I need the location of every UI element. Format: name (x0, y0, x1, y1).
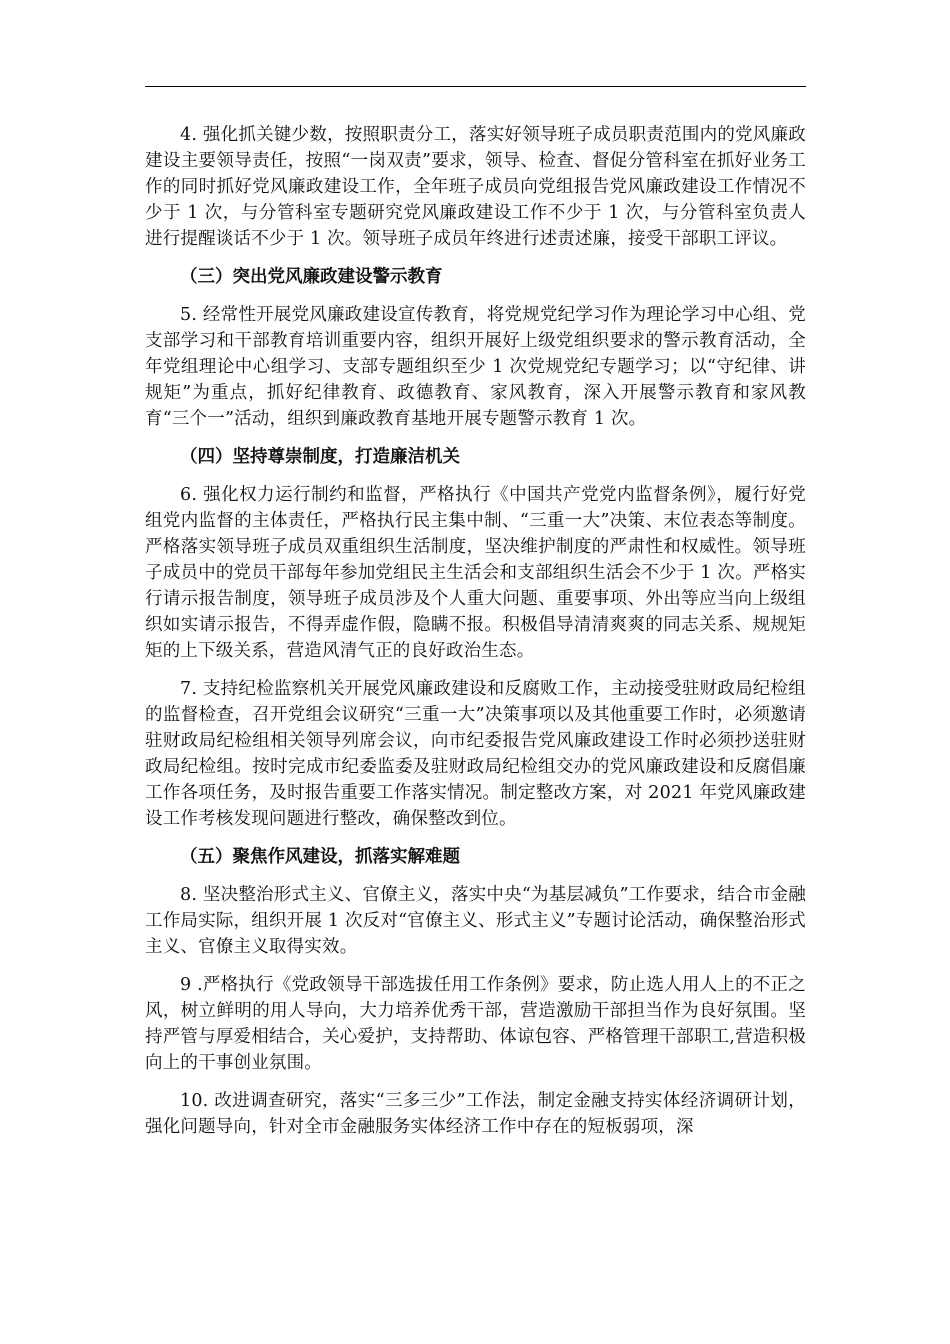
section-heading-4: （四）坚持尊崇制度，打造廉洁机关 (180, 447, 460, 467)
section-heading-3: （三）突出党风廉政建设警示教育 (180, 267, 443, 287)
paragraph-8: 8. 坚决整治形式主义、官僚主义，落实中央“为基层减负”工作要求，结合市金融工作局实际，组织开展 1 次反对“官僚主义、形式主义”专题讨论活动，确保整治形式主义、官僚主义取得实效。 (145, 885, 806, 957)
paragraph-10: 10. 改进调查研究，落实“三多三少”工作法，制定金融支持实体经济调研计划，强化问题导向，针对全市金融服务实体经济工作中存在的短板弱项，深 (145, 1091, 806, 1137)
section-heading-5: （五）聚焦作风建设，抓落实解难题 (180, 847, 460, 867)
paragraph-6: 6. 强化权力运行制约和监督，严格执行《中国共产党党内监督条例》，履行好党组党内监督的主体责任，严格执行民主集中制、“三重一大”决策、末位表态等制度。严格落实领导班子成员双重组织生活制度，坚决维护制度的严肃性和权威性。领导班子成员中的党员干部每年参加党组民主生活会和支部组织生活会不少于 1 次。严格实行请示报告制度，领导班子成员涉及个人重大问题、重要事项、外出等应当向上级组织如实请示报告，不得弄虚作假，隐瞒不报。积极倡导清清爽爽的同志关系、规规矩矩的上下级关系，营造风清气正的良好政治生态。 (145, 485, 806, 661)
paragraph-5: 5. 经常性开展党风廉政建设宣传教育，将党规党纪学习作为理论学习中心组、党支部学习和干部教育培训重要内容，组织开展好上级党组织要求的警示教育活动，全年党组理论中心组学习、支部专题组织至少 1 次党规党纪专题学习；以“守纪律、讲规矩”为重点，抓好纪律教育、政德教育、家风教育，深入开展警示教育和家风教育“三个一”活动，组织到廉政教育基地开展专题警示教育 1 次。 (145, 305, 806, 429)
paragraph-9: 9 .严格执行《党政领导干部选拔任用工作条例》要求，防止选人用人上的不正之风，树立鲜明的用人导向，大力培养优秀干部，营造激励干部担当作为良好氛围。坚持严管与厚爱相结合，关心爱护，支持帮助、体谅包容、严格管理干部职工,营造积极向上的干事创业氛围。 (145, 975, 806, 1073)
document-body (145, 122, 806, 1152)
header-rule (145, 86, 806, 87)
paragraph-4: 4. 强化抓关键少数，按照职责分工，落实好领导班子成员职责范围内的党风廉政建设主要领导责任，按照“一岗双责”要求，领导、检查、督促分管科室在抓好业务工作的同时抓好党风廉政建设工作，全年班子成员向党组报告党风廉政建设工作情况不少于 1 次，与分管科室专题研究党风廉政建设工作不少于 1 次，与分管科室负责人进行提醒谈话不少于 1 次。领导班子成员年终进行述责述廉，接受干部职工评议。 (145, 125, 806, 249)
paragraph-7: 7. 支持纪检监察机关开展党风廉政建设和反腐败工作，主动接受驻财政局纪检组的监督检查，召开党组会议研究“三重一大”决策事项以及其他重要工作时，必须邀请驻财政局纪检组相关领导列席会议，向市纪委报告党风廉政建设工作时必须抄送驻财政局纪检组。按时完成市纪委监委及驻财政局纪检组交办的党风廉政建设和反腐倡廉工作各项任务，及时报告重要工作落实情况。制定整改方案，对 2021 年党风廉政建设工作考核发现问题进行整改，确保整改到位。 (145, 679, 806, 829)
